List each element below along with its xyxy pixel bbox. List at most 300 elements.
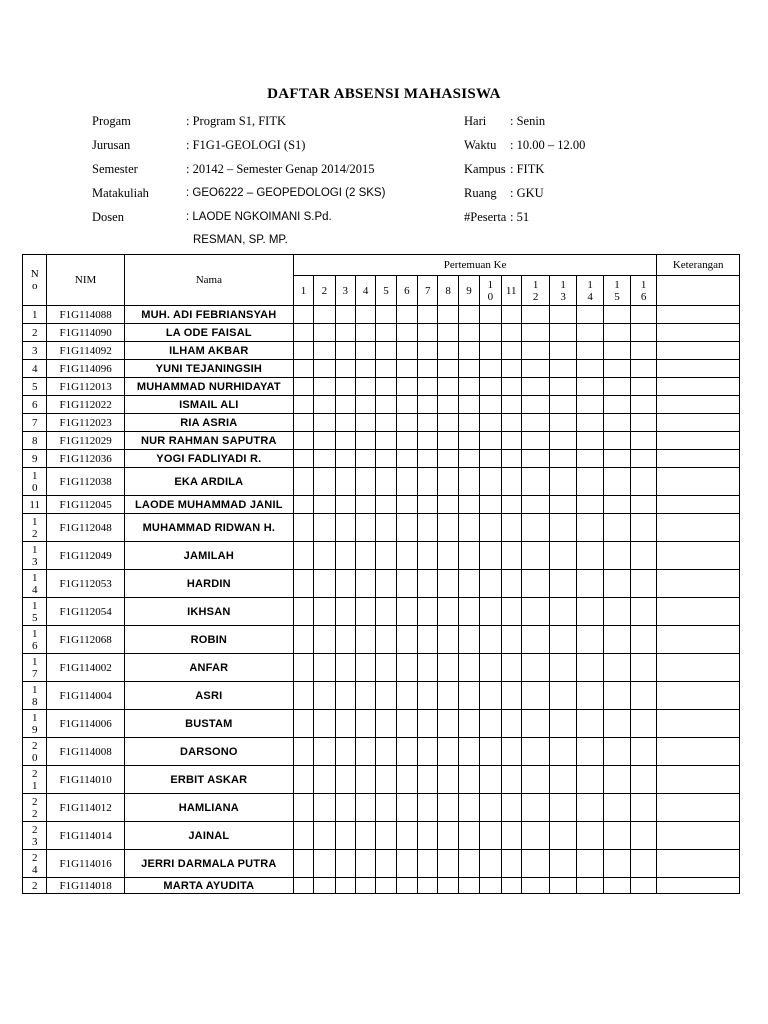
attendance-cell [314,396,335,414]
attendance-cell [480,542,501,570]
attendance-cell [396,496,417,514]
row-nama [124,378,293,396]
keterangan-cell [657,850,740,878]
row-nama-text: LAODE MUHAMMAD JANIL [135,498,283,511]
attendance-cell [630,878,657,894]
attendance-cell [418,682,438,710]
attendance-cell [438,710,458,738]
attendance-cell [480,468,501,496]
attendance-cell [458,766,479,794]
attendance-cell [480,306,501,324]
attendance-cell [418,654,438,682]
attendance-cell [314,306,335,324]
attendance-cell [438,396,458,414]
attendance-cell [376,626,396,654]
attendance-cell [480,432,501,450]
row-no [23,738,47,766]
attendance-cell [458,710,479,738]
attendance-cell [293,514,313,542]
attendance-cell [438,598,458,626]
attendance-cell [314,360,335,378]
attendance-cell [376,682,396,710]
row-nim [47,878,124,894]
row-nim-text: F1G112053 [59,577,112,590]
attendance-cell [576,850,603,878]
attendance-cell [355,710,375,738]
row-nim-text: F1G114014 [59,829,112,842]
row-no [23,378,47,396]
attendance-cell [314,654,335,682]
info-value: : FITK [510,162,545,176]
attendance-cell [521,324,550,342]
attendance-cell [501,514,521,542]
attendance-cell [501,496,521,514]
attendance-cell [418,626,438,654]
attendance-cell [501,598,521,626]
attendance-cell [335,822,355,850]
attendance-cell [293,598,313,626]
attendance-cell [521,850,550,878]
row-nim-text: F1G112045 [59,498,112,511]
keterangan-cell [657,766,740,794]
table-row [23,850,740,878]
row-no-text: 1 5 [31,599,38,624]
attendance-cell [604,306,630,324]
attendance-cell [630,626,657,654]
attendance-cell [396,710,417,738]
attendance-cell [438,342,458,360]
row-nama [124,542,293,570]
attendance-cell [335,414,355,432]
attendance-cell [521,598,550,626]
attendance-cell [314,710,335,738]
attendance-cell [376,542,396,570]
row-no [23,626,47,654]
attendance-cell [576,496,603,514]
row-no [23,766,47,794]
attendance-cell [521,822,550,850]
attendance-cell [376,822,396,850]
attendance-cell [576,710,603,738]
table-row [23,324,740,342]
attendance-cell [293,342,313,360]
attendance-cell [396,822,417,850]
pertemuan-7-header [418,276,438,306]
attendance-cell [396,626,417,654]
attendance-cell [458,878,479,894]
attendance-cell [376,570,396,598]
row-no [23,542,47,570]
attendance-cell [293,414,313,432]
keterangan-cell [657,626,740,654]
col-nama-header-text: Nama [195,274,222,286]
pertemuan-4-header-text: 4 [362,284,369,297]
attendance-cell [550,570,576,598]
row-no-text: 6 [31,398,38,411]
attendance-cell [293,496,313,514]
pertemuan-10-header [480,276,501,306]
attendance-cell [438,682,458,710]
info-value: : Senin [510,114,546,128]
col-no-header [23,255,47,306]
attendance-cell [438,514,458,542]
attendance-cell [458,570,479,598]
attendance-cell [396,396,417,414]
row-nim-text: F1G112013 [59,380,112,393]
attendance-cell [293,542,313,570]
attendance-cell [293,324,313,342]
keterangan-subheader [657,276,740,306]
attendance-cell [458,542,479,570]
row-nim-text: F1G114006 [59,717,112,730]
info-value: : 10.00 – 12.00 [510,138,586,152]
attendance-cell [376,496,396,514]
attendance-cell [314,542,335,570]
attendance-cell [376,324,396,342]
attendance-cell [501,468,521,496]
attendance-cell [576,738,603,766]
attendance-cell [376,794,396,822]
attendance-cell [630,450,657,468]
attendance-cell [314,432,335,450]
row-no-text: 1 8 [31,683,38,708]
attendance-cell [418,432,438,450]
attendance-cell [604,626,630,654]
attendance-cell [604,822,630,850]
attendance-cell [576,396,603,414]
attendance-cell [376,598,396,626]
row-nama [124,878,293,894]
row-nim [47,654,124,682]
row-no-text: 1 4 [31,571,38,596]
attendance-cell [630,414,657,432]
row-nim-text: F1G114088 [59,308,112,321]
attendance-cell [458,850,479,878]
attendance-cell [576,766,603,794]
attendance-cell [314,878,335,894]
row-nama-text: HARDIN [186,577,231,590]
keterangan-cell [657,360,740,378]
attendance-cell [630,378,657,396]
attendance-cell [576,432,603,450]
attendance-cell [438,468,458,496]
attendance-cell [630,396,657,414]
attendance-cell [355,450,375,468]
pertemuan-3-header [335,276,355,306]
row-nim [47,360,124,378]
keterangan-cell [657,738,740,766]
attendance-cell [480,396,501,414]
row-no-text: 7 [31,416,38,429]
row-nama [124,570,293,598]
attendance-cell [314,626,335,654]
row-nama-text: ANFAR [189,661,229,674]
attendance-cell [458,496,479,514]
attendance-cell [550,432,576,450]
table-row [23,396,740,414]
row-nim [47,450,124,468]
attendance-cell [630,822,657,850]
row-nama-text: YOGI FADLIYADI R. [156,452,262,465]
info-label: Progam [92,114,131,128]
row-no [23,570,47,598]
attendance-cell [501,682,521,710]
attendance-cell [458,324,479,342]
keterangan-cell [657,468,740,496]
attendance-cell [376,654,396,682]
attendance-cell [521,378,550,396]
attendance-cell [314,850,335,878]
attendance-cell [604,570,630,598]
attendance-cell [376,414,396,432]
attendance-cell [458,432,479,450]
row-nama [124,850,293,878]
attendance-cell [550,738,576,766]
attendance-cell [501,878,521,894]
row-nama-text: ASRI [195,689,223,702]
attendance-cell [458,654,479,682]
attendance-cell [521,878,550,894]
keterangan-cell [657,432,740,450]
attendance-cell [438,822,458,850]
attendance-cell [355,766,375,794]
attendance-cell [521,360,550,378]
attendance-cell [438,450,458,468]
attendance-cell [293,360,313,378]
attendance-cell [355,542,375,570]
attendance-cell [396,794,417,822]
row-no [23,514,47,542]
info-label: Kampus [464,162,506,176]
attendance-cell [438,360,458,378]
row-no [23,468,47,496]
attendance-cell [501,306,521,324]
attendance-cell [418,542,438,570]
attendance-cell [314,766,335,794]
attendance-cell [355,360,375,378]
attendance-cell [550,710,576,738]
attendance-cell [355,878,375,894]
attendance-cell [458,450,479,468]
row-nama-text: HAMLIANA [178,801,239,814]
attendance-cell [355,598,375,626]
attendance-cell [576,682,603,710]
row-nama [124,396,293,414]
attendance-cell [355,738,375,766]
attendance-cell [630,468,657,496]
attendance-cell [376,450,396,468]
attendance-cell [335,626,355,654]
row-nama-text: JAINAL [188,829,230,842]
row-nim [47,738,124,766]
attendance-cell [314,738,335,766]
attendance-cell [501,342,521,360]
pertemuan-13-header-text: 1 3 [560,278,566,303]
attendance-cell [438,794,458,822]
row-nim-text: F1G114008 [59,745,112,758]
attendance-cell [314,450,335,468]
row-nama-text: EKA ARDILA [174,475,244,488]
table-row [23,654,740,682]
attendance-cell [501,710,521,738]
row-nama [124,468,293,496]
attendance-cell [335,794,355,822]
attendance-cell [550,450,576,468]
attendance-cell [396,468,417,496]
row-nim [47,306,124,324]
attendance-cell [335,360,355,378]
keterangan-cell [657,324,740,342]
attendance-cell [521,306,550,324]
pertemuan-5-header [376,276,396,306]
attendance-cell [501,626,521,654]
attendance-cell [521,514,550,542]
attendance-cell [480,878,501,894]
attendance-cell [418,396,438,414]
attendance-cell [630,598,657,626]
keterangan-cell [657,710,740,738]
row-no-text: 1 0 [31,469,38,494]
attendance-cell [501,570,521,598]
attendance-cell [314,496,335,514]
attendance-cell [376,766,396,794]
row-no-text: 1 3 [31,543,38,568]
table-row [23,570,740,598]
attendance-cell [438,378,458,396]
attendance-cell [576,570,603,598]
row-nim [47,432,124,450]
row-no-text: 1 [31,308,38,321]
attendance-cell [396,432,417,450]
row-nim [47,626,124,654]
row-nim [47,682,124,710]
row-nim-text: F1G114018 [59,879,112,892]
attendance-cell [501,822,521,850]
attendance-cell [396,450,417,468]
pertemuan-16-header [630,276,657,306]
attendance-cell [335,570,355,598]
pertemuan-15-header [604,276,630,306]
attendance-cell [501,378,521,396]
attendance-cell [418,324,438,342]
attendance-cell [376,738,396,766]
row-no [23,414,47,432]
info-label: Semester [92,162,138,176]
attendance-cell [355,514,375,542]
attendance-cell [396,654,417,682]
attendance-cell [396,766,417,794]
attendance-cell [604,794,630,822]
attendance-cell [576,598,603,626]
attendance-cell [604,378,630,396]
table-row [23,682,740,710]
attendance-cell [521,738,550,766]
attendance-cell [604,738,630,766]
pertemuan-2-header [314,276,335,306]
row-no-text: 2 2 [31,795,38,820]
attendance-cell [480,324,501,342]
attendance-cell [418,878,438,894]
attendance-cell [501,738,521,766]
attendance-cell [550,360,576,378]
attendance-cell [501,432,521,450]
attendance-cell [576,324,603,342]
attendance-cell [576,514,603,542]
attendance-cell [335,342,355,360]
attendance-cell [550,542,576,570]
pertemuan-5-header-text: 5 [383,284,389,297]
attendance-cell [438,654,458,682]
attendance-cell [521,468,550,496]
row-no-text: 1 2 [31,515,38,540]
attendance-cell [604,514,630,542]
row-nama-text: LA ODE FAISAL [165,326,252,339]
attendance-cell [550,794,576,822]
attendance-cell [604,324,630,342]
pertemuan-16-header-text: 1 6 [640,278,647,303]
row-no [23,324,47,342]
attendance-cell [418,496,438,514]
row-nama [124,822,293,850]
attendance-cell [576,542,603,570]
attendance-cell [501,450,521,468]
attendance-cell [438,432,458,450]
attendance-cell [604,766,630,794]
attendance-cell [293,378,313,396]
row-nim-text: F1G114090 [59,326,112,339]
attendance-cell [293,450,313,468]
attendance-cell [458,306,479,324]
row-nama-text: ERBIT ASKAR [170,773,248,786]
table-row [23,794,740,822]
attendance-cell [396,878,417,894]
attendance-cell [576,878,603,894]
attendance-cell [521,396,550,414]
attendance-cell [576,822,603,850]
attendance-cell [576,414,603,432]
attendance-cell [335,324,355,342]
row-no [23,682,47,710]
row-nama [124,342,293,360]
attendance-cell [418,850,438,878]
col-pertemuan-header-text: Pertemuan Ke [443,259,507,271]
table-row [23,878,740,894]
row-nim [47,822,124,850]
document-title: DAFTAR ABSENSI MAHASISWA [267,86,501,102]
col-nim-header [47,255,124,306]
pertemuan-14-header-text: 1 4 [587,278,593,303]
keterangan-cell [657,822,740,850]
attendance-cell [521,432,550,450]
table-row [23,822,740,850]
attendance-cell [376,710,396,738]
attendance-cell [418,378,438,396]
attendance-cell [630,682,657,710]
attendance-cell [335,468,355,496]
attendance-cell [480,378,501,396]
table-row [23,414,740,432]
attendance-cell [480,794,501,822]
attendance-cell [501,542,521,570]
row-no-text: 9 [31,452,38,465]
attendance-cell [335,654,355,682]
row-no [23,878,47,894]
attendance-cell [576,794,603,822]
attendance-cell [521,710,550,738]
row-nim [47,710,124,738]
attendance-cell [293,878,313,894]
pertemuan-6-header-text: 6 [404,284,410,297]
